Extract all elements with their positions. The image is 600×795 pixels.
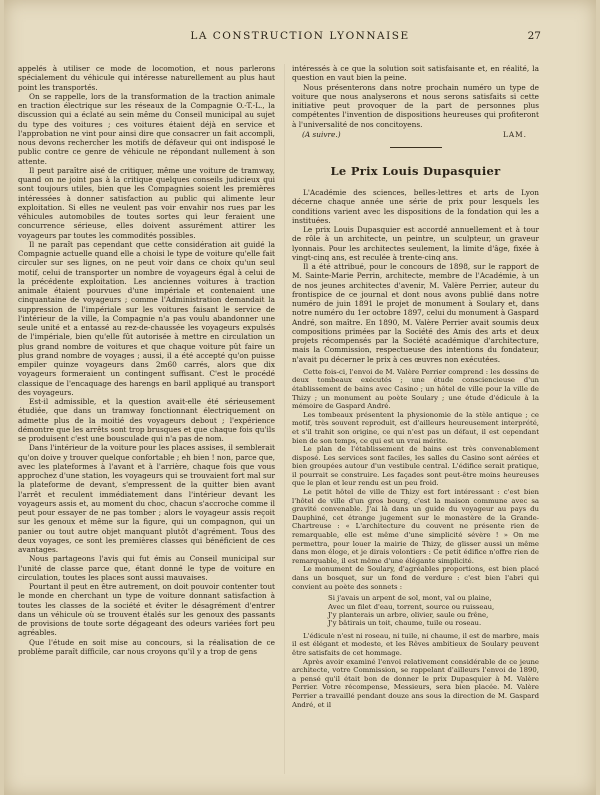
article-heading: Le Prix Louis Dupasquier xyxy=(330,164,501,178)
right-column xyxy=(292,64,539,776)
page-number: 27 xyxy=(527,30,541,42)
paragraph: appelés à utiliser ce mode de locomotion, et nous parlerons spécialement du véhicule qui intéresse naturellement au plus haut point les transportés. xyxy=(18,64,275,92)
paragraph: Nous présenterons dans notre prochain numéro un type de voiture que nous analyserons et nous serons satisfaits si cette initiative peut provoquer de la part de personnes plus compétentes l'invention de dispositions heureuses qui profiteront à l'universalité de nos concitoyens. xyxy=(292,82,539,129)
poem-line: J'y planterais un arbre, olivier, saule ou frêne, xyxy=(328,611,489,619)
paragraph: Nous partageons l'avis qui fut émis au Conseil municipal sur l'unité de classe parce que, étant donné le type de voiture en circulation, toutes les places sont aussi mauvaises. xyxy=(18,554,275,582)
paragraph: Dans l'intérieur de la voiture pour les places assises, il semblerait qu'on doive y trouver quelque confortable ; eh bien ! non, parce que, avec les plateformes à l'avant et à l'arrière, chaque fois que vous approchez d'une station, les voyageurs qui se trouvaient fort mal sur la plateforme de devant, s'empressent de la quitter bien avant l'arrêt et reculent immédiatement dans l'intérieur devant les voyageurs assis et, au moment du choc, chacun s'accroche comme il peut pour essayer de ne pas tomber ; alors le voyageur assis reçoit sur les genoux et même sur la figure, qui un compagnon, qui un panier ou tout autre objet manquant plutôt d'agrément. Tous des deux voyages, ce sont les premières classes qui bénéficient de ces avantages. xyxy=(18,443,275,554)
paragraph: Est-il admissible, et la question avait-elle été sérieusement étudiée, que dans un tramway fonctionnant électriquement on admette plus de la moitié des voyageurs debout ; l'expérience démontre que les arrêts sont trop brusques et que chaque fois qu'ils se produisent c'est une bousculade qui n'a pas de nom. xyxy=(18,397,275,443)
report-excerpt xyxy=(292,368,539,709)
paragraph: L'édicule n'est ni roseau, ni tuile, ni chaume, il est de marbre, mais il est élégant et modeste, et les Rêves ambitieux de Soulary peuvent être satisfaits de cet hommage. xyxy=(292,631,539,657)
paragraph: L'Académie des sciences, belles-lettres et arts de Lyon décerne chaque année une série de prix pour lesquels les conditions varient avec les dispositions de la fondation qui les a instituées. xyxy=(292,188,539,225)
continuation-note: (A suivre.) xyxy=(302,129,341,139)
paragraph: Le prix Louis Dupasquier est accordé annuellement et à tour de rôle à un architecte, un peintre, un sculpteur, un graveur lyonnais. Pour les architectes seulement, la limite d'âge, fixée à vingt-cinq ans, est reculée à trente-cinq ans. xyxy=(292,225,539,262)
paragraph: Pourtant il peut en être autrement, on doit pouvoir contenter tout le monde en cherchant un type de voiture donnant satisfaction à toutes les classes de la société et éviter le désagrément d'entrer dans un véhicule où se trouvent étalés sur les genoux des passants de provisions de toute sorte dégageant des odeurs variées fort peu agréables. xyxy=(18,582,275,638)
column-gutter xyxy=(284,64,285,774)
left-column xyxy=(18,64,275,776)
poem-line: Si j'avais un arpent de sol, mont, val ou plaine, xyxy=(328,594,492,603)
running-header xyxy=(4,30,596,46)
paragraph: Le monument de Soulary, d'agréables proportions, est bien placé dans un bosquet, sur un fond de verdure : c'est bien l'abri qui convient au poète des sonnets : xyxy=(292,565,539,591)
poem-line: J'y bâtirais un toit, chaume, tuile ou roseau. xyxy=(328,619,482,628)
paragraph: Il a été attribué, pour le concours de 1898, sur le rapport de M. Sainte-Marie Perrin, architecte, membre de l'Académie, à un de nos jeunes architectes d'avenir, M. Valère Perrier, auteur du frontispice de ce journal et dont nous avons publié dans notre numéro de juin 1891 le projet de monument à Soulary et, dans notre numéro du 1er octobre 1897, celui du monument à Gaspard André, son maître. En 1890, M. Valère Perrier avait soumis deux compositions primées par la Société des Amis des arts et deux projets récompensés par la Société académique d'architecture, mais la Commission, respectueuse des intentions du fondateur, n'avait pu décerner le prix à ces œuvres non exécutées. xyxy=(292,262,539,364)
section-divider xyxy=(390,147,442,148)
poem-line: Avec un filet d'eau, torrent, source ou ruisseau, xyxy=(328,602,495,611)
poem-quote xyxy=(328,594,539,628)
journal-title: LA CONSTRUCTION LYONNAISE xyxy=(190,30,410,42)
paragraph: Le petit hôtel de ville de Thizy est fort intéressant : c'est bien l'hôtel de ville d'un gros bourg, c'est la maison commune avec sa gravité convenable. J'ai là dans un guide du voyageur au pays du Dauphiné, cet étrange jugement sur le monastère de la Grande-Chartreuse : « L'architecture du couvent ne présente rien de remarquable, elle est même d'une simplicité sévère ! » On me permettra, pour louer la mairie de Thizy, de glisser aussi un même dans mon éloge, et je dirais volontiers : Ce petit édifice n'offre rien de remarquable, il est même d'une élégante simplicité. xyxy=(292,488,539,565)
paragraph: Il peut paraître aisé de critiquer, même une voiture de tramway, quand on ne joint pas à la critique quelques conseils judicieux qui sont toujours utiles, bien que les Compagnies soient les premières intéressées à donner satisfaction au public qui alimente leur exploitation. Si elles ne veulent pas voir envahir nos rues par les véhicules automobiles de toutes sortes qui leur feraient une concurrence sérieuse, elles doivent assurément attirer les voyageurs par toutes les commodités possibles. xyxy=(18,165,275,240)
paragraph: Les tombeaux présentent la physionomie de la stèle antique ; ce motif, très souvent reproduit, est d'ailleurs heureusement interprété, et s'il trahit son origine, ce qui n'est pas un défaut, il est cependant bien de son temps, ce qui est un vrai mérite. xyxy=(292,410,539,445)
paragraph: Il ne paraît pas cependant que cette considération ait guidé la Compagnie actuelle quand elle a choisi le type de voiture qu'elle fait circuler sur ses lignes, on ne peut voir dans ce choix qu'un seul motif, celui de transporter un nombre de voyageurs égal à celui de la précédente exploitation. Les anciennes voitures à traction animale étaient pourvues d'une impériale et contenaient une cinquantaine de voyageurs ; comme l'Administration demandait la suppression de l'impériale sur les voitures faisant le service de l'intérieur de la ville, la Compagnie n'a pas voulu abandonner une seule unité et a entassé au rez-de-chaussée les voyageurs expulsés de l'impériale, bien qu'elle fût autorisée à mettre en circulation un plus grand nombre de voitures et que chaque voiture pût faire un plus grand nombre de voyages ; aussi, il a été accepté qu'on puisse empiler quinze voyageurs dans 2m60 carrés, alors que dix voyageurs formeraient un contingent suffisant. C'est le procédé classique de l'encaquage des harengs en baril appliqué au transport des voyageurs. xyxy=(18,239,275,397)
paragraph: intéressés à ce que la solution soit satisfaisante et, en réalité, la question en vaut bien la peine. xyxy=(292,64,539,83)
paragraph: Après avoir examiné l'envoi relativement considérable de ce jeune architecte, votre Commission, se rappelant d'ailleurs l'envoi de 1890, a pensé qu'il était bon de donner le prix Dupasquier à M. Valère Perrier. Votre récompense, Messieurs, sera bien placée. M. Valère Perrier a travaillé pendant douze ans sous la direction de M. Gaspard André, et il xyxy=(292,657,539,709)
magazine-page xyxy=(4,0,596,795)
paragraph: Que l'étude en soit mise au concours, si la réalisation de ce problème paraît difficile, car nous croyons qu'il y a trop de gens xyxy=(18,637,275,656)
article-signature xyxy=(292,130,539,139)
paragraph: On se rappelle, lors de la transformation de la traction animale en traction électrique sur les réseaux de la Compagnie O.-T.-L., la discussion qui a éclaté au sein même du Conseil municipal au sujet du type des voitures ; ces voitures étaient déjà en service et l'approbation ne vint pour ainsi dire que consacrer un fait accompli, nous devons rechercher les motifs de défaveur qui ont indisposé le public contre ce genre de véhicule ne répondant nullement à son attente. xyxy=(18,91,275,166)
paragraph: Le plan de l'établissement de bains est très convenablement disposé. Les services sont faciles, les salles du Casino sont aérées et bien groupées autour d'un vestibule central. L'édifice serait pratique, il pourrait se construire. Les façades sont peut-être moins heureuses que le plan et leur rendu est un peu froid. xyxy=(292,445,539,488)
author-signature: LAM. xyxy=(502,129,527,139)
paragraph: Cette fois-ci, l'envoi de M. Valère Perrier comprend : les dessins de deux tombeaux exécutés ; une étude consciencieuse d'un établissement de bains avec Casino ; un hôtel de ville pour la ville de Thizy ; un monument au poète Soulary ; une étude d'édicule à la mémoire de Gaspard André. xyxy=(292,367,539,411)
